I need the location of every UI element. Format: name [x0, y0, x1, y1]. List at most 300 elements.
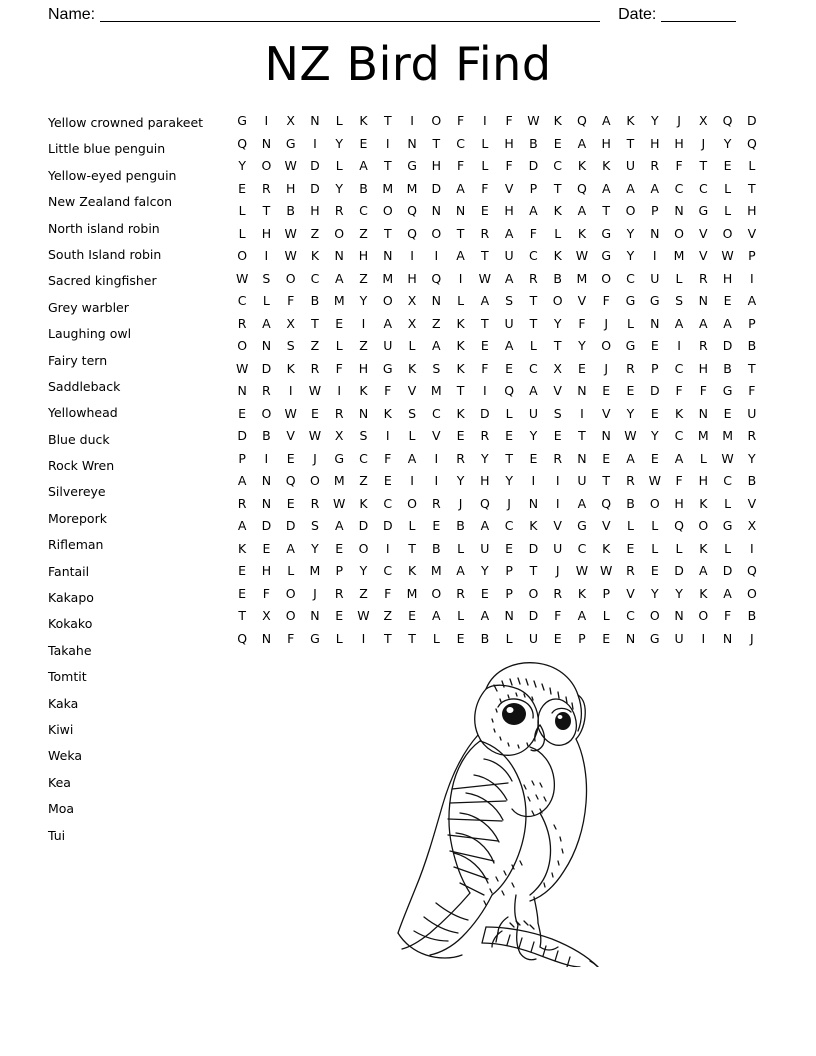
grid-cell: E: [286, 450, 295, 466]
grid-cell: R: [334, 405, 344, 421]
grid-cell: S: [310, 518, 319, 533]
grid-cell: I: [385, 135, 390, 151]
word-list-item: Yellowhead: [48, 405, 118, 421]
grid-cell: Y: [505, 473, 513, 488]
grid-cell: Y: [626, 248, 635, 263]
grid-cell: F: [675, 158, 683, 173]
grid-cell: G: [407, 158, 417, 173]
grid-cell: E: [335, 315, 344, 331]
grid-cell: L: [408, 428, 416, 443]
grid-cell: E: [626, 383, 635, 398]
grid-cell: Y: [650, 113, 659, 128]
grid-cell: E: [408, 608, 416, 623]
word-list-item: Takahe: [48, 642, 92, 658]
letter-grid: [230, 110, 764, 650]
grid-cell: C: [674, 180, 684, 196]
grid-cell: R: [310, 360, 320, 376]
grid-cell: V: [601, 518, 611, 533]
grid-cell: G: [601, 248, 612, 263]
word-list-item: Silvereye: [48, 484, 106, 500]
grid-cell: H: [480, 473, 490, 488]
grid-cell: Y: [650, 585, 659, 601]
grid-cell: E: [335, 540, 344, 556]
grid-cell: Y: [626, 225, 635, 241]
grid-cell: V: [699, 248, 708, 263]
grid-cell: N: [310, 113, 320, 128]
grid-cell: C: [237, 293, 247, 308]
grid-cell: P: [650, 360, 659, 376]
grid-cell: N: [722, 630, 733, 646]
grid-cell: L: [724, 495, 732, 511]
grid-cell: F: [578, 315, 586, 331]
grid-cell: I: [750, 540, 754, 556]
grid-cell: J: [313, 450, 317, 466]
grid-cell: T: [456, 225, 465, 241]
grid-cell: D: [382, 518, 393, 533]
grid-cell: Y: [335, 135, 344, 151]
grid-cell: T: [383, 225, 392, 241]
grid-cell: X: [699, 113, 708, 128]
grid-cell: W: [721, 450, 734, 466]
grid-cell: O: [334, 225, 345, 241]
grid-cell: U: [577, 473, 587, 488]
grid-cell: T: [383, 158, 392, 173]
name-blank-line[interactable]: [100, 8, 600, 22]
grid-cell: L: [335, 630, 343, 646]
grid-cell: E: [553, 428, 562, 443]
grid-cell: O: [407, 495, 417, 511]
grid-cell: W: [284, 405, 297, 421]
grid-cell: A: [747, 293, 757, 308]
grid-cell: A: [577, 608, 587, 623]
grid-cell: Y: [359, 563, 368, 578]
grid-cell: Y: [359, 293, 368, 308]
grid-cell: E: [238, 563, 247, 578]
grid-cell: R: [456, 450, 465, 466]
grid-cell: J: [555, 563, 560, 578]
grid-cell: A: [456, 248, 465, 263]
grid-cell: T: [238, 608, 246, 623]
grid-cell: D: [480, 405, 490, 421]
grid-cell: O: [261, 405, 272, 421]
grid-cell: D: [358, 518, 369, 533]
grid-cell: S: [675, 293, 683, 308]
grid-cell: S: [505, 293, 514, 308]
grid-cell: N: [261, 135, 272, 151]
grid-cell: K: [286, 360, 295, 376]
grid-cell: I: [410, 248, 414, 263]
grid-cell: C: [674, 360, 684, 376]
grid-cell: I: [313, 135, 317, 151]
grid-cell: I: [337, 383, 342, 398]
grid-cell: A: [407, 450, 417, 466]
grid-cell: C: [383, 495, 393, 511]
grid-cell: H: [698, 360, 709, 376]
grid-cell: P: [578, 630, 586, 646]
grid-cell: I: [361, 630, 366, 646]
grid-cell: O: [746, 585, 757, 601]
grid-cell: M: [406, 180, 418, 196]
grid-cell: E: [480, 585, 489, 601]
grid-cell: T: [481, 315, 489, 331]
grid-cell: Q: [431, 270, 442, 286]
grid-cell: H: [407, 270, 417, 286]
grid-cell: I: [458, 270, 463, 286]
grid-cell: C: [723, 473, 732, 488]
grid-cell: I: [288, 383, 293, 398]
date-blank-line[interactable]: [661, 8, 736, 22]
grid-cell: B: [262, 428, 271, 443]
grid-cell: M: [382, 270, 394, 286]
grid-cell: A: [577, 135, 587, 151]
grid-cell: U: [674, 630, 684, 646]
grid-cell: Q: [674, 518, 684, 533]
grid-cell: N: [358, 405, 369, 421]
grid-cell: I: [434, 450, 439, 466]
grid-cell: I: [385, 540, 390, 556]
grid-cell: G: [649, 293, 660, 308]
grid-cell: M: [430, 563, 442, 578]
grid-cell: E: [480, 338, 489, 353]
grid-cell: E: [432, 518, 441, 533]
grid-cell: N: [383, 248, 393, 263]
grid-cell: C: [674, 428, 684, 443]
grid-cell: L: [335, 158, 343, 173]
grid-cell: N: [674, 203, 684, 218]
grid-cell: A: [699, 315, 708, 331]
grid-cell: L: [529, 338, 537, 353]
grid-cell: A: [383, 315, 393, 331]
grid-cell: H: [650, 135, 660, 151]
grid-cell: I: [434, 248, 439, 263]
grid-cell: Y: [650, 428, 659, 443]
grid-cell: F: [529, 225, 537, 241]
grid-cell: K: [602, 540, 611, 556]
grid-cell: A: [237, 473, 247, 488]
grid-cell: T: [553, 338, 562, 353]
grid-cell: T: [311, 315, 319, 331]
grid-cell: G: [334, 450, 345, 466]
grid-cell: C: [553, 158, 563, 173]
grid-cell: P: [505, 563, 513, 578]
grid-cell: E: [456, 428, 465, 443]
grid-cell: H: [358, 360, 369, 376]
grid-cell: N: [528, 495, 539, 511]
grid-cell: R: [262, 180, 271, 196]
grid-cell: Y: [723, 135, 732, 151]
grid-cell: B: [747, 473, 757, 488]
grid-cell: W: [721, 248, 734, 263]
grid-cell: E: [650, 405, 659, 421]
grid-cell: N: [698, 405, 708, 421]
grid-cell: P: [505, 585, 513, 601]
grid-cell: X: [553, 360, 562, 376]
word-list-item: Laughing owl: [48, 326, 132, 342]
grid-cell: L: [457, 293, 465, 308]
grid-cell: V: [553, 383, 562, 398]
grid-cell: U: [383, 338, 393, 353]
word-list-item: Blue duck: [48, 431, 110, 447]
grid-cell: A: [262, 315, 271, 331]
grid-cell: T: [456, 383, 465, 398]
grid-cell: A: [699, 563, 708, 578]
grid-cell: Y: [553, 315, 562, 331]
grid-cell: B: [553, 270, 562, 286]
grid-cell: R: [553, 585, 563, 601]
grid-cell: Z: [359, 225, 368, 241]
grid-cell: T: [529, 315, 538, 331]
grid-cell: D: [722, 563, 733, 578]
grid-cell: L: [262, 293, 270, 308]
grid-cell: Q: [722, 113, 733, 128]
grid-cell: W: [478, 270, 492, 286]
grid-cell: P: [238, 450, 246, 466]
grid-cell: Y: [481, 563, 489, 578]
grid-cell: Q: [407, 225, 417, 241]
grid-cell: T: [578, 428, 586, 443]
grid-cell: Z: [359, 270, 368, 286]
grid-cell: Y: [578, 338, 586, 353]
grid-cell: K: [359, 113, 368, 128]
grid-cell: C: [383, 563, 393, 578]
grid-cell: F: [723, 608, 732, 623]
grid-cell: E: [383, 473, 392, 488]
grid-cell: E: [626, 540, 635, 556]
grid-cell: K: [626, 113, 635, 128]
grid-cell: B: [626, 495, 635, 511]
grid-cell: H: [431, 158, 442, 173]
grid-cell: T: [408, 540, 416, 556]
grid-cell: F: [602, 293, 610, 308]
grid-cell: O: [310, 473, 320, 488]
grid-cell: K: [456, 338, 465, 353]
grid-cell: U: [553, 540, 563, 556]
grid-cell: A: [432, 338, 441, 353]
grid-cell: L: [724, 180, 732, 196]
grid-cell: C: [310, 270, 320, 286]
grid-cell: U: [504, 315, 514, 331]
grid-cell: H: [285, 180, 296, 196]
grid-cell: Z: [359, 585, 368, 601]
grid-cell: C: [698, 180, 708, 196]
grid-cell: X: [747, 518, 757, 533]
grid-cell: R: [626, 563, 635, 578]
grid-cell: E: [359, 135, 368, 151]
grid-cell: L: [457, 540, 465, 556]
grid-cell: W: [575, 563, 589, 578]
grid-cell: Y: [456, 473, 465, 488]
grid-cell: C: [577, 540, 587, 556]
grid-cell: O: [285, 608, 296, 623]
word-list-item: Sacred kingfisher: [48, 273, 157, 289]
grid-cell: L: [481, 158, 489, 173]
grid-cell: M: [576, 270, 588, 286]
grid-cell: O: [552, 293, 563, 308]
grid-cell: E: [505, 360, 514, 376]
grid-cell: W: [284, 225, 297, 241]
grid-cell: A: [674, 315, 684, 331]
grid-cell: K: [577, 585, 587, 601]
grid-cell: M: [430, 383, 442, 398]
grid-cell: W: [235, 270, 249, 286]
grid-cell: R: [480, 225, 490, 241]
grid-cell: L: [432, 630, 440, 646]
grid-cell: E: [238, 405, 247, 421]
grid-cell: I: [677, 338, 681, 353]
grid-cell: F: [699, 383, 707, 398]
grid-cell: P: [529, 180, 538, 196]
grid-cell: F: [335, 360, 343, 376]
grid-cell: H: [310, 203, 320, 218]
grid-cell: D: [528, 158, 539, 173]
grid-cell: K: [699, 585, 708, 601]
grid-cell: R: [626, 473, 635, 488]
grid-cell: A: [723, 315, 732, 331]
grid-cell: K: [553, 203, 562, 218]
grid-cell: V: [407, 383, 417, 398]
grid-cell: U: [528, 405, 538, 421]
grid-cell: F: [481, 180, 489, 196]
grid-cell: Y: [748, 450, 756, 466]
grid-cell: D: [747, 113, 757, 128]
grid-cell: I: [555, 473, 560, 488]
grid-cell: J: [507, 495, 511, 511]
word-list-item: Tomtit: [48, 669, 87, 685]
grid-cell: T: [505, 450, 513, 466]
grid-cell: E: [723, 293, 732, 308]
grid-cell: J: [604, 360, 609, 376]
grid-cell: O: [358, 540, 369, 556]
grid-cell: R: [553, 450, 563, 466]
word-list-item: Morepork: [48, 510, 107, 526]
grid-cell: K: [407, 360, 417, 376]
grid-cell: P: [748, 315, 756, 331]
grid-cell: H: [698, 473, 709, 488]
grid-cell: E: [602, 630, 611, 646]
grid-cell: Y: [675, 585, 683, 601]
grid-cell: O: [431, 585, 442, 601]
grid-cell: I: [483, 383, 487, 398]
grid-cell: T: [481, 248, 489, 263]
grid-cell: D: [261, 360, 272, 376]
grid-cell: R: [698, 338, 708, 353]
grid-cell: I: [483, 113, 487, 128]
grid-cell: M: [722, 428, 733, 443]
grid-cell: N: [625, 630, 636, 646]
grid-cell: F: [384, 585, 392, 601]
grid-cell: M: [697, 428, 709, 443]
grid-cell: F: [675, 473, 683, 488]
grid-cell: V: [747, 225, 757, 241]
page-title: NZ Bird Find: [264, 37, 552, 91]
grid-cell: F: [481, 360, 489, 376]
grid-cell: K: [674, 405, 684, 421]
grid-cell: L: [627, 315, 634, 331]
grid-cell: Z: [432, 315, 441, 331]
grid-cell: Z: [359, 473, 368, 488]
grid-cell: F: [384, 383, 392, 398]
grid-cell: E: [529, 450, 538, 466]
grid-cell: A: [529, 383, 538, 398]
grid-cell: S: [359, 428, 368, 443]
grid-cell: L: [651, 518, 659, 533]
grid-cell: A: [723, 585, 732, 601]
grid-cell: T: [529, 563, 538, 578]
grid-cell: V: [504, 180, 514, 196]
grid-cell: O: [382, 293, 393, 308]
grid-cell: N: [650, 225, 660, 241]
grid-cell: R: [334, 585, 344, 601]
word-list-item: Yellow crowned parakeet: [48, 115, 204, 130]
grid-cell: A: [480, 518, 490, 533]
grid-cell: I: [264, 113, 269, 128]
grid-cell: X: [407, 293, 417, 308]
grid-cell: L: [408, 338, 416, 353]
grid-cell: S: [286, 338, 295, 353]
grid-cell: I: [434, 473, 439, 488]
grid-cell: H: [504, 135, 514, 151]
grid-cell: N: [261, 495, 272, 511]
grid-cell: T: [553, 180, 562, 196]
grid-cell: L: [675, 540, 683, 556]
grid-cell: E: [262, 540, 271, 556]
grid-cell: R: [334, 203, 344, 218]
grid-cell: K: [383, 405, 392, 421]
grid-cell: Z: [383, 608, 393, 623]
grid-cell: E: [480, 203, 489, 218]
grid-cell: T: [432, 135, 441, 151]
grid-cell: Y: [529, 428, 538, 443]
grid-cell: J: [604, 315, 609, 331]
grid-cell: C: [504, 518, 514, 533]
grid-cell: W: [575, 248, 589, 263]
grid-cell: H: [674, 495, 684, 511]
grid-cell: A: [504, 225, 514, 241]
grid-cell: K: [456, 360, 465, 376]
grid-cell: S: [262, 270, 271, 286]
grid-cell: K: [577, 225, 587, 241]
grid-cell: U: [504, 248, 514, 263]
word-list-item: Little blue penguin: [48, 141, 166, 157]
grid-cell: L: [699, 450, 707, 466]
grid-cell: I: [264, 248, 269, 263]
grid-cell: O: [698, 608, 709, 623]
grid-cell: L: [651, 540, 659, 556]
grid-cell: E: [650, 563, 659, 578]
grid-cell: G: [722, 383, 733, 398]
grid-cell: G: [382, 360, 393, 376]
grid-cell: N: [237, 383, 247, 398]
word-list-item: Fantail: [48, 563, 90, 579]
grid-cell: K: [553, 113, 562, 128]
grid-cell: A: [601, 113, 611, 128]
grid-cell: G: [625, 293, 636, 308]
grid-cell: M: [673, 248, 685, 263]
grid-cell: W: [308, 383, 322, 398]
grid-cell: R: [529, 270, 538, 286]
grid-cell: A: [650, 180, 660, 196]
grid-cell: P: [748, 248, 756, 263]
grid-cell: O: [431, 113, 442, 128]
grid-cell: Y: [481, 450, 489, 466]
grid-cell: L: [335, 338, 343, 353]
word-list-item: Kaka: [48, 695, 79, 711]
grid-cell: E: [602, 383, 611, 398]
grid-cell: Q: [577, 113, 587, 128]
grid-cell: T: [602, 203, 611, 218]
grid-cell: O: [285, 270, 296, 286]
grid-cell: R: [747, 428, 757, 443]
